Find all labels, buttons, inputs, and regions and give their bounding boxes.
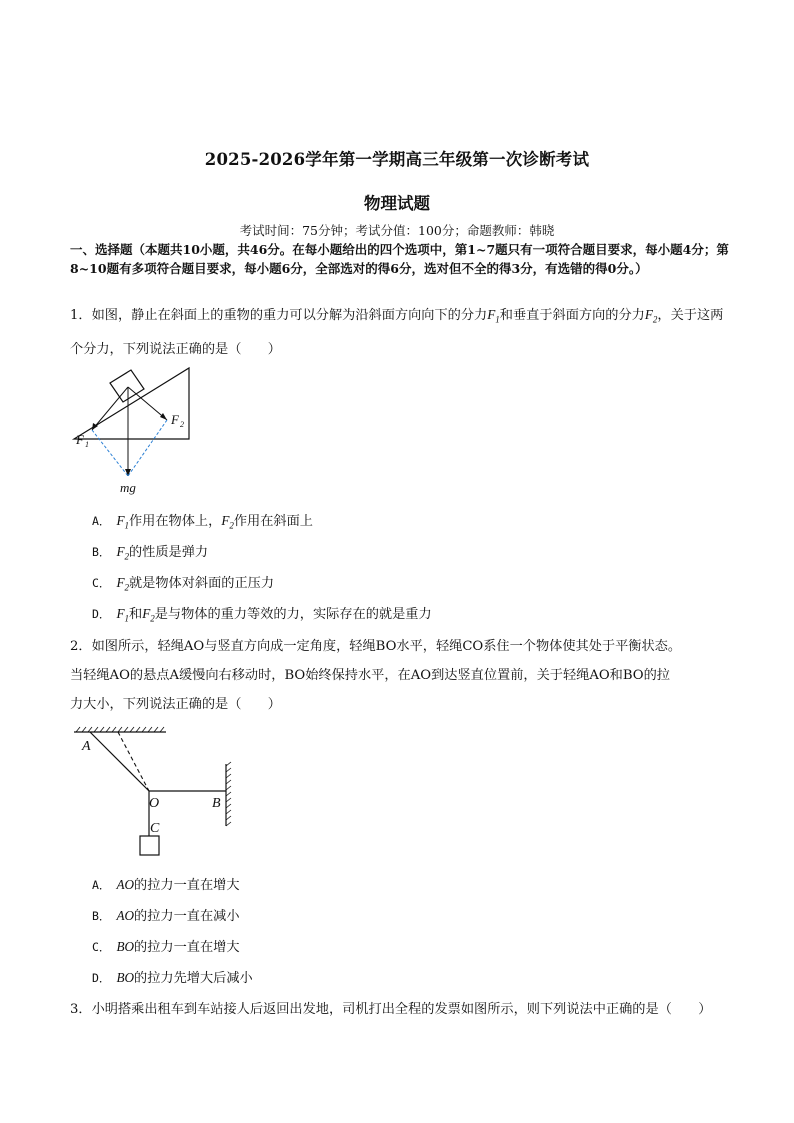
label-f1-sub: 1 — [85, 440, 89, 449]
q2-option-a[interactable]: A． AO的拉力一直在增大 — [92, 877, 240, 893]
q2-line-2: 当轻绳AO的悬点A缓慢向右移动时，BO始终保持水平，在AO到达竖直位置前，关于轻绳AO和BO的拉 — [70, 668, 670, 683]
exam-meta: 考试时间：75分钟；考试分值：100分；命题教师：韩晓 — [239, 223, 555, 238]
q1-text-b: 和垂直于斜面方向的分力 — [499, 308, 645, 323]
q1-option-a[interactable]: A． $F_1$作用在物体上，$F_2$作用在斜面上 — [92, 513, 313, 531]
q2-line-1: 2．如图所示，轻绳AO与竖直方向成一定角度，轻绳BO水平，轻绳CO系住一个物体使其处于平衡状态。 — [70, 639, 682, 654]
q2-rope-figure — [60, 724, 250, 864]
q1-text-c: ，关于这两个分力，下列说法正确的是（ ） — [70, 308, 724, 357]
q1-text-a: 1．如图，静止在斜面上的重物的重力可以分解为沿斜面方向向下的分力 — [70, 308, 488, 323]
section-instructions — [70, 240, 730, 278]
q1-option-d[interactable]: D． $F_1$和$F_2$是与物体的重力等效的力，实际存在的就是重力 — [92, 606, 432, 624]
question-2 — [70, 632, 730, 719]
q1-incline-figure — [60, 360, 220, 500]
label-b: B — [212, 796, 221, 811]
label-c: C — [150, 821, 160, 836]
section-heading: 一、选择题（本题共10小题，共46分。在每小题给出的四个选项中，第1~7题只有一项符合题目要求，每小题4分；第8~10题有多项符合题目要求，每小题6分，全部选对的得6分，选对但不全的得3分，有选错的得0分。） — [70, 242, 729, 276]
question-1: 1．如图，静止在斜面上的重物的重力可以分解为沿斜面方向向下的分力$F_1$和垂直于斜面方向的分力$F_2$，关于这两个分力，下列说法正确的是（ ） — [70, 307, 724, 357]
q2-line-3: 力大小，下列说法正确的是（ ） — [70, 697, 281, 712]
q2-option-b[interactable]: B． AO的拉力一直在减小 — [92, 908, 240, 924]
label-f2: F — [171, 412, 179, 427]
label-f2-sub: 2 — [180, 420, 184, 429]
question-3: 3．小明搭乘出租车到车站接人后返回出发地，司机打出全程的发票如图所示，则下列说法中正确的是（ ） — [70, 1002, 712, 1017]
label-f1: F — [76, 432, 84, 447]
subject-title: 物理试题 — [364, 194, 430, 213]
label-a: A — [82, 739, 91, 754]
label-mg: mg — [120, 480, 136, 495]
label-o: O — [149, 796, 160, 811]
q1-option-c[interactable]: C． $F_2$就是物体对斜面的正压力 — [92, 575, 275, 593]
q2-option-d[interactable]: D． BO的拉力先增大后减小 — [92, 970, 253, 986]
exam-title: 2025-2026学年第一学期高三年级第一次诊断考试 — [204, 150, 590, 169]
q2-option-c[interactable]: C． BO的拉力一直在增大 — [92, 939, 240, 955]
q1-option-b[interactable]: B． $F_2$的性质是弹力 — [92, 544, 209, 562]
